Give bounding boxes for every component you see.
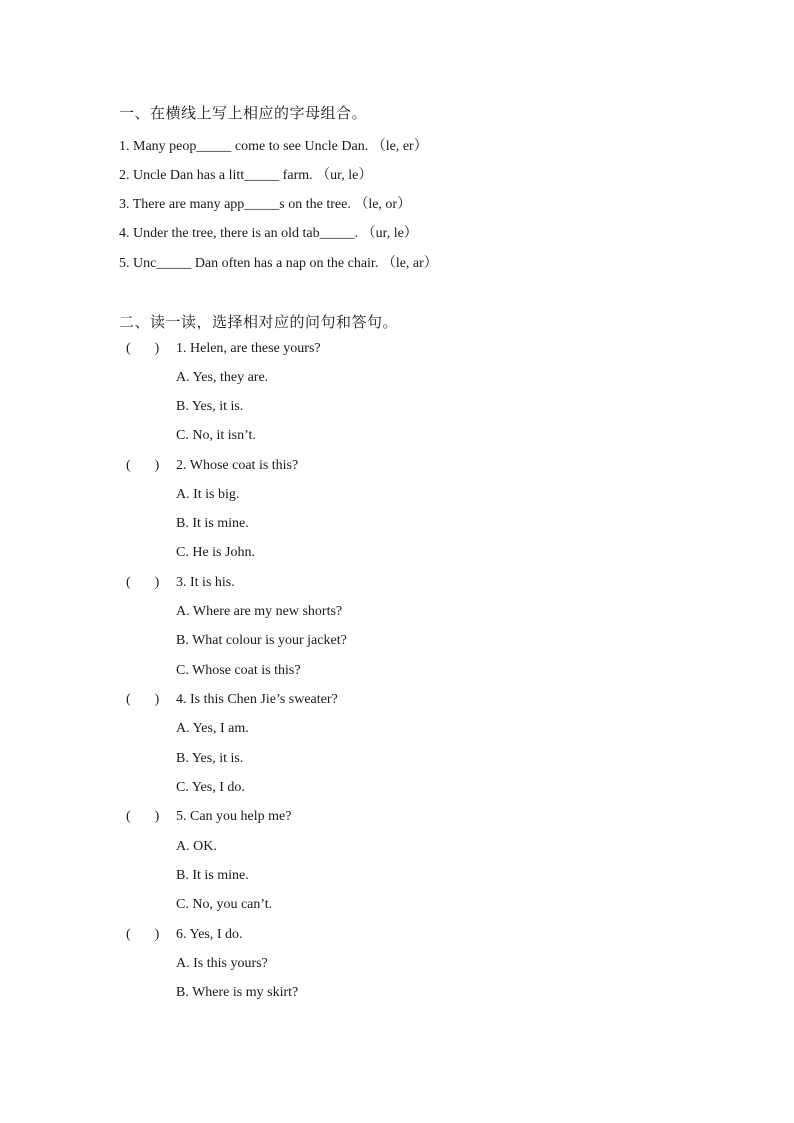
option-c: C. No, it isn’t. <box>176 428 256 443</box>
question-5: 5. Can you help me? <box>176 809 292 824</box>
fill-blank-item-3: 3. There are many app_____s on the tree. （le, or） <box>119 197 412 212</box>
option-c: C. He is John. <box>176 545 255 560</box>
question-2: 2. Whose coat is this? <box>176 458 299 473</box>
bracket-close: ) <box>154 692 160 707</box>
option-c: C. Whose coat is this? <box>176 663 301 678</box>
option-b: B. What colour is your jacket? <box>176 633 347 648</box>
option-b: B. It is mine. <box>176 868 249 883</box>
answer-bracket[interactable] <box>126 692 159 708</box>
bracket-open: ( <box>126 458 131 473</box>
bracket-open: ( <box>126 692 131 707</box>
option-a: A. Where are my new shorts? <box>176 604 343 619</box>
fill-blank-item-2: 2. Uncle Dan has a litt_____ farm. （ur, le） <box>119 168 373 183</box>
question-1: 1. Helen, are these yours? <box>176 341 321 356</box>
bracket-open: ( <box>126 341 131 356</box>
bracket-open: ( <box>126 927 131 942</box>
option-c: C. Yes, I do. <box>176 780 245 795</box>
bracket-close: ) <box>154 927 160 942</box>
option-b: B. Yes, it is. <box>176 751 244 766</box>
fill-blank-item-1: 1. Many peop_____ come to see Uncle Dan. （le, er） <box>119 139 428 154</box>
question-3: 3. It is his. <box>176 575 235 590</box>
option-c: C. No, you can’t. <box>176 897 273 912</box>
option-a: A. OK. <box>176 839 217 854</box>
bracket-close: ) <box>154 575 160 590</box>
option-a: A. It is big. <box>176 487 240 502</box>
option-b: B. It is mine. <box>176 516 249 531</box>
bracket-open: ( <box>126 809 131 824</box>
fill-blank-item-4: 4. Under the tree, there is an old tab_____. （ur, le） <box>119 226 418 241</box>
answer-bracket[interactable] <box>126 809 159 825</box>
question-4: 4. Is this Chen Jie’s sweater? <box>176 692 338 707</box>
fill-blank-item-5: 5. Unc_____ Dan often has a nap on the chair. （le, ar） <box>119 256 438 271</box>
bracket-open: ( <box>126 575 131 590</box>
option-a: A. Is this yours? <box>176 956 268 971</box>
section2-heading: 二、读一读，选择相对应的问句和答句。 <box>119 313 399 331</box>
answer-bracket[interactable] <box>126 341 159 357</box>
bracket-close: ) <box>154 341 160 356</box>
bracket-close: ) <box>154 809 160 824</box>
answer-bracket[interactable] <box>126 575 159 591</box>
option-a: A. Yes, they are. <box>176 370 269 385</box>
option-b: B. Where is my skirt? <box>176 985 299 1000</box>
option-b: B. Yes, it is. <box>176 399 244 414</box>
answer-bracket[interactable] <box>126 458 159 474</box>
bracket-close: ) <box>154 458 160 473</box>
section1-heading: 一、在横线上写上相应的字母组合。 <box>119 104 368 122</box>
answer-bracket[interactable] <box>126 927 159 943</box>
question-6: 6. Yes, I do. <box>176 927 243 942</box>
option-a: A. Yes, I am. <box>176 721 249 736</box>
